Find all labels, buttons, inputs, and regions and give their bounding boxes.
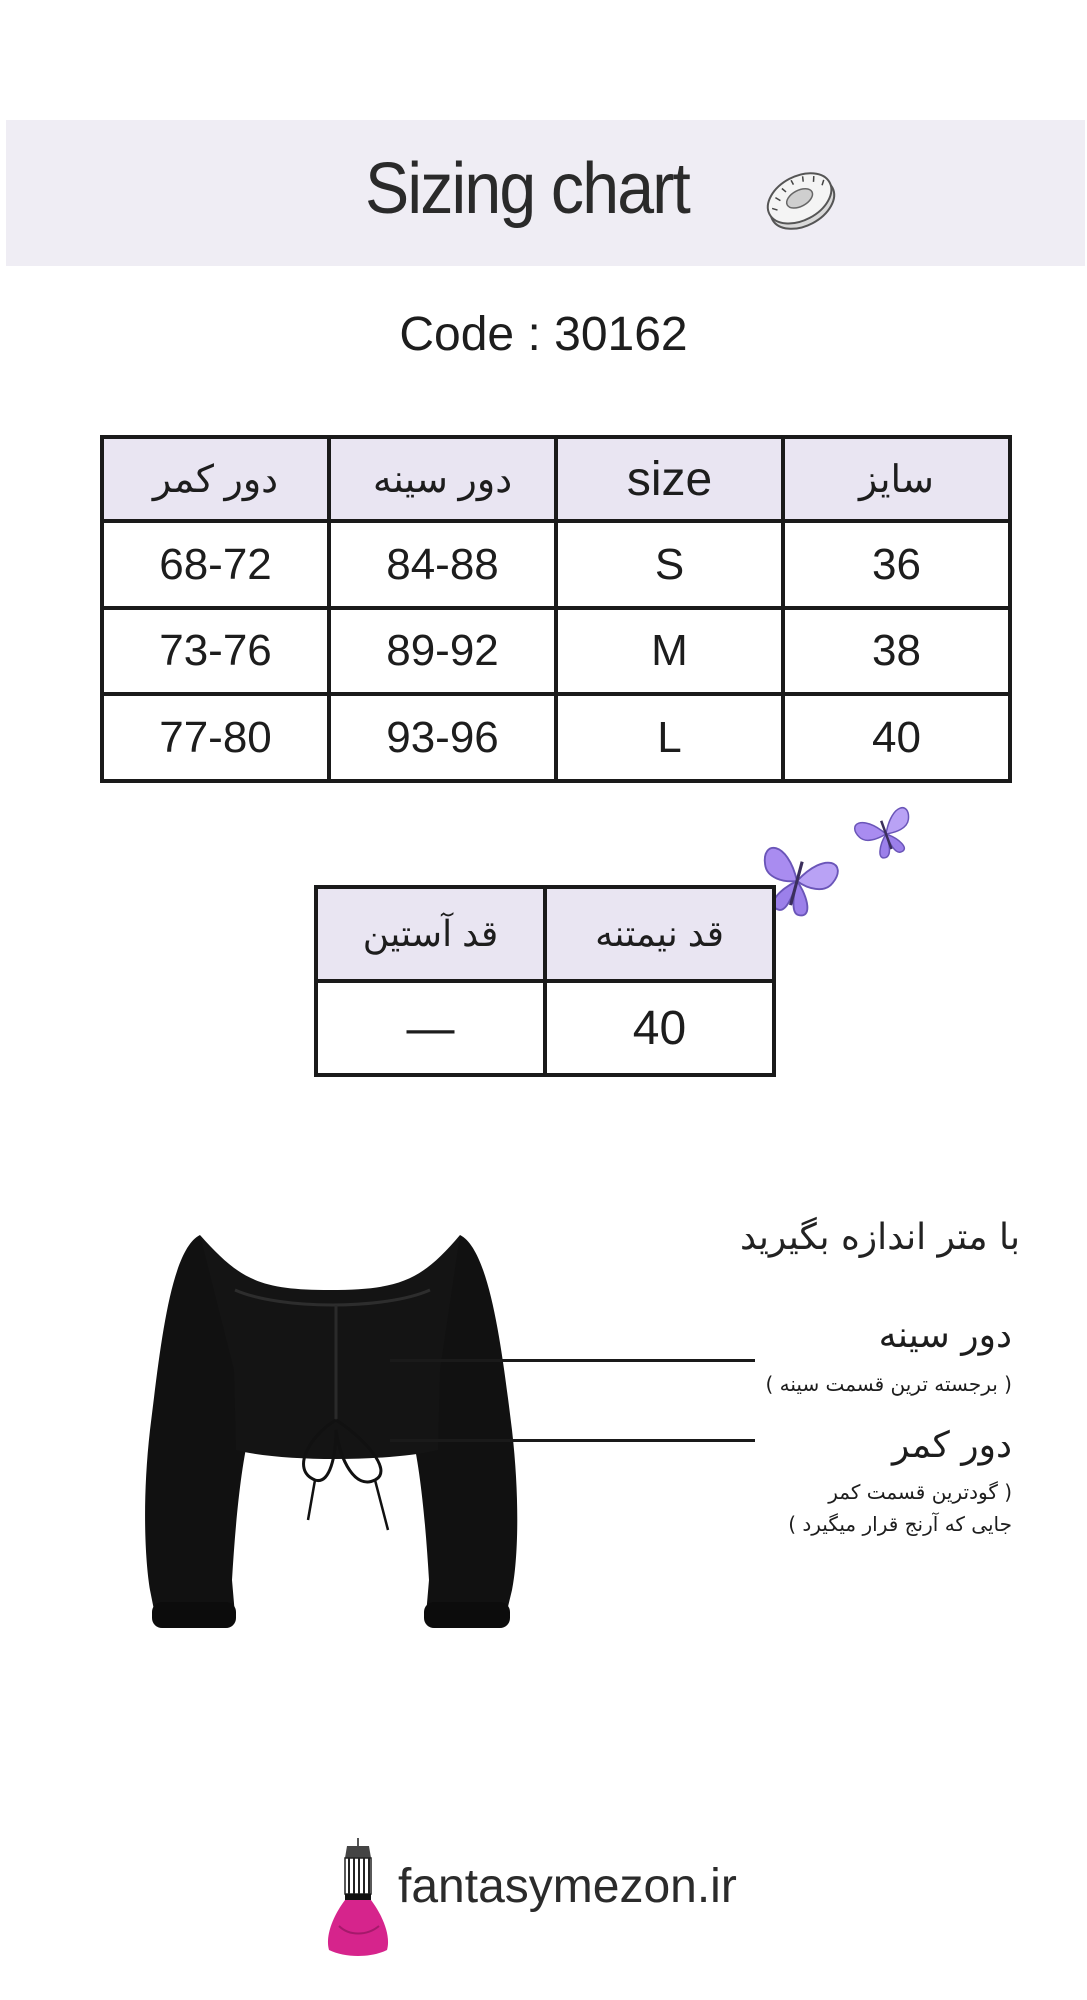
cell-size-letter: S <box>556 521 783 608</box>
crop-top-garment-illustration <box>140 1230 540 1640</box>
cell-waist: 73-76 <box>102 608 329 695</box>
table-row <box>102 608 1010 695</box>
chest-measure-note: ( برجسته ترین قسمت سینه ) <box>765 1372 1012 1396</box>
cell-chest: 93-96 <box>329 694 556 781</box>
measuring-tape-icon <box>758 158 844 244</box>
waist-measure-label: دور کمر <box>891 1425 1012 1466</box>
cell-size-letter: M <box>556 608 783 695</box>
table-row <box>102 694 1010 781</box>
table-header-row <box>316 887 774 981</box>
cell-waist: 77-80 <box>102 694 329 781</box>
header-sleeve-length: قد آستین <box>316 887 545 981</box>
product-code: Code : 30162 <box>399 308 688 361</box>
header-chest: دور سینه <box>329 437 556 521</box>
waist-measure-note-line1: ( گودترین قسمت کمر <box>828 1480 1012 1504</box>
cell-size-number: 38 <box>783 608 1010 695</box>
cell-waist: 68-72 <box>102 521 329 608</box>
header-crop-length: قد نیمتنه <box>545 887 774 981</box>
size-chart-table <box>100 435 1012 783</box>
cell-size-number: 40 <box>783 694 1010 781</box>
cell-chest: 84-88 <box>329 521 556 608</box>
measure-instruction-heading: با متر اندازه بگیرید <box>739 1217 1020 1258</box>
cell-sleeve-length: — <box>316 981 545 1075</box>
header-waist: دور کمر <box>102 437 329 521</box>
table-row <box>102 521 1010 608</box>
butterfly-icon <box>850 798 922 870</box>
length-table <box>314 885 776 1077</box>
header-size-number: سایز <box>783 437 1010 521</box>
table-header-row <box>102 437 1010 521</box>
table-row <box>316 981 774 1075</box>
waist-measure-note-line2: جایی که آرنج قرار میگیرد ) <box>788 1512 1012 1536</box>
cell-size-letter: L <box>556 694 783 781</box>
header-size-letter: size <box>556 437 783 521</box>
chest-measure-label: دور سینه <box>878 1315 1012 1356</box>
dress-logo-icon <box>325 1836 391 1960</box>
cell-size-number: 36 <box>783 521 1010 608</box>
cell-crop-length: 40 <box>545 981 774 1075</box>
cell-chest: 89-92 <box>329 608 556 695</box>
page-title: Sizing chart <box>365 149 689 229</box>
site-url[interactable]: fantasymezon.ir <box>398 1860 737 1913</box>
